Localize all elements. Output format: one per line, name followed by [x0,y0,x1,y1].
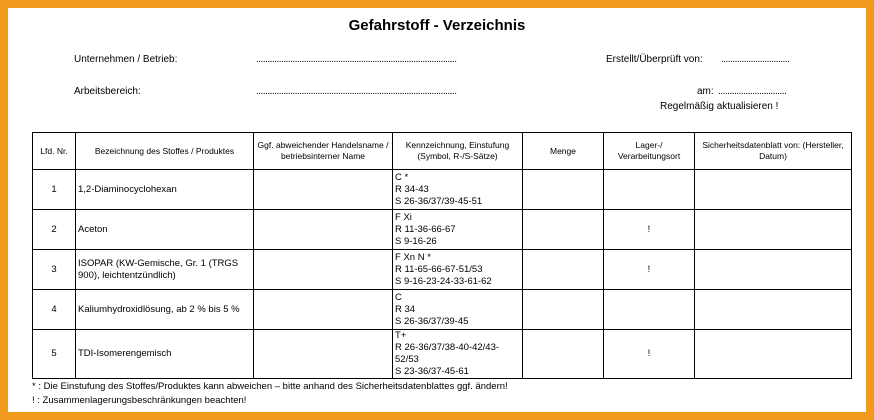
row-name: Aceton [76,210,254,250]
row-nr: 1 [33,170,76,210]
footnote-exclamation: ! : Zusammenlagerungsbeschränkungen beachten! [32,395,247,406]
row-sds[interactable] [695,330,852,379]
row-amount[interactable] [523,290,604,330]
col-header-nr: Lfd. Nr. [33,133,76,170]
created-label: Erstellt/Überprüft von: [606,54,703,65]
row-sds[interactable] [695,290,852,330]
row-label [393,250,523,290]
row-nr: 3 [33,250,76,290]
row-s-phrases: S 23-36/37-45-61 [395,366,469,377]
row-name: TDI-Isomerengemisch [76,330,254,379]
row-amount[interactable] [523,250,604,290]
row-nr: 4 [33,290,76,330]
table-row [33,250,852,290]
row-r-phrases: R 34-43 [395,183,429,195]
row-r-phrases: R 11-36-66-67 [395,223,456,235]
table-header-row [33,133,852,170]
row-r-phrases: R 26-36/37/38-40-42/43-52/53 [395,342,500,365]
row-amount[interactable] [523,330,604,379]
row-symbol: F Xi [395,211,412,223]
row-r-phrases: R 34 [395,303,416,315]
col-header-storage: Lager-/ Verarbeitungsort [604,133,695,170]
row-r-phrases: R 11-65-66-67-51/53 [395,263,483,275]
row-trade[interactable] [254,250,393,290]
row-s-phrases: S 26-36/37/39-45-51 [395,195,483,207]
row-nr: 2 [33,210,76,250]
page-title: Gefahrstoff - Verzeichnis [348,17,526,34]
row-trade[interactable] [254,170,393,210]
row-label [393,330,523,379]
row-name: Kaliumhydroxidlösung, ab 2 % bis 5 % [76,290,254,330]
table-row [33,210,852,250]
row-nr: 5 [33,330,76,379]
row-trade[interactable] [254,330,393,379]
date-field: .............................. [718,86,787,97]
row-label [393,290,523,330]
row-trade[interactable] [254,290,393,330]
row-s-phrases: S 26-36/37/39-45 [395,315,469,327]
company-label: Unternehmen / Betrieb: [74,54,178,65]
table-row [33,290,852,330]
company-field: ........................................................................................ [256,54,457,65]
row-label [393,170,523,210]
col-header-trade: Ggf. abweichender Handelsname / betriebsinterner Name [254,133,393,170]
row-storage[interactable] [604,170,695,210]
row-s-phrases: S 9-16-26 [395,235,437,247]
row-sds[interactable] [695,210,852,250]
row-label [393,210,523,250]
document-sheet [8,8,866,412]
col-header-amount: Menge [523,133,604,170]
row-s-phrases: S 9-16-23-24-33-61-62 [395,275,492,287]
row-storage[interactable]: ! [604,330,695,379]
row-sds[interactable] [695,170,852,210]
row-storage[interactable] [604,290,695,330]
date-label: am: [697,86,714,97]
row-storage[interactable]: ! [604,210,695,250]
row-sds[interactable] [695,250,852,290]
update-note: Regelmäßig aktualisieren ! [660,101,779,112]
footnote-star: * : Die Einstufung des Stoffes/Produktes kann abweichen – bitte anhand des Sicherheitsdatenblattes ggf. ändern! [32,381,508,392]
row-amount[interactable] [523,170,604,210]
row-trade[interactable] [254,210,393,250]
col-header-name: Bezeichnung des Stoffes / Produktes [76,133,254,170]
hazard-table [32,132,852,379]
row-symbol: C * [395,171,409,183]
row-symbol: C [395,291,402,303]
row-amount[interactable] [523,210,604,250]
row-symbol: T+ [395,330,407,341]
row-name: ISOPAR (KW-Gemische, Gr. 1 (TRGS 900), leichtentzündlich) [76,250,254,290]
area-label: Arbeitsbereich: [74,86,141,97]
table-row [33,330,852,379]
created-field: .............................. [721,54,790,65]
col-header-label: Kennzeichnung, Einstufung (Symbol, R-/S-Sätze) [393,133,523,170]
area-field: ........................................................................................ [256,86,457,97]
row-storage[interactable]: ! [604,250,695,290]
row-symbol: F Xn N * [395,251,431,263]
row-name: 1,2-Diaminocyclohexan [76,170,254,210]
col-header-sds: Sicherheitsdatenblatt von: (Hersteller, Datum) [695,133,852,170]
table-row [33,170,852,210]
